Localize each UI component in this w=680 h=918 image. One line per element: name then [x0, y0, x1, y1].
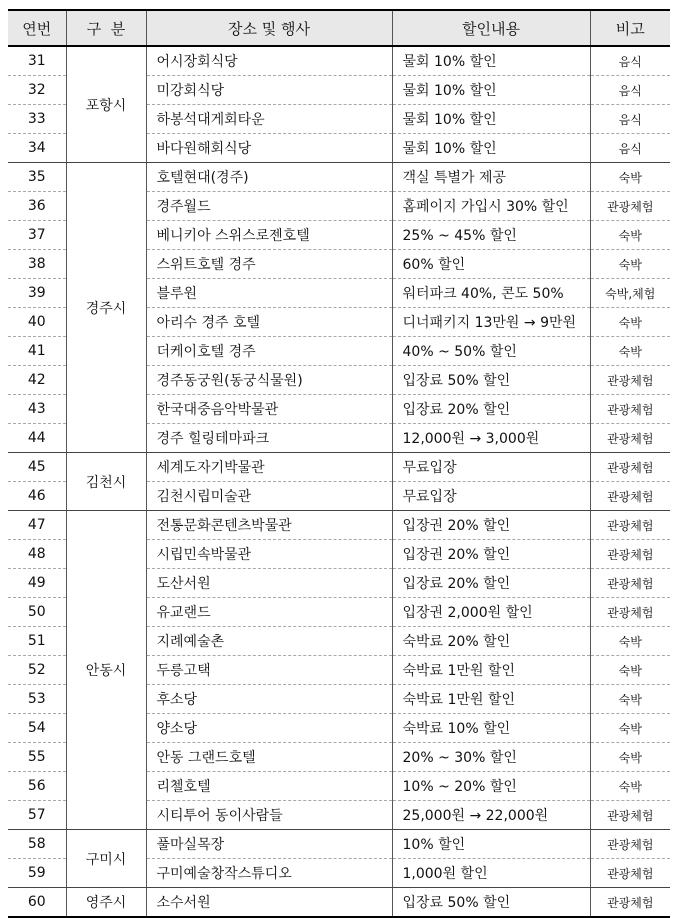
place-cell: 유교랜드: [146, 598, 392, 627]
table-row: [8, 453, 670, 482]
row-number: 52: [8, 656, 66, 685]
discount-table-container: [8, 9, 670, 918]
row-number: 35: [8, 163, 66, 192]
discount-cell: 60% 할인: [392, 250, 590, 279]
row-number: 48: [8, 540, 66, 569]
place-cell: 풀마실목장: [146, 830, 392, 859]
row-number: 54: [8, 714, 66, 743]
place-cell: 시티투어 동이사람들: [146, 801, 392, 830]
header-place: 장소 및 행사: [146, 10, 392, 46]
region-cell: 영주시: [66, 888, 146, 918]
region-cell: 구미시: [66, 830, 146, 888]
row-number: 57: [8, 801, 66, 830]
region-cell: 포항시: [66, 46, 146, 163]
table-row: [8, 46, 670, 76]
place-cell: 소수서원: [146, 888, 392, 918]
note-cell: 관광체험: [590, 801, 670, 830]
discount-cell: 10% 할인: [392, 830, 590, 859]
place-cell: 블루원: [146, 279, 392, 308]
discount-cell: 워터파크 40%, 콘도 50%: [392, 279, 590, 308]
place-cell: 전통문화콘텐츠박물관: [146, 511, 392, 540]
row-number: 39: [8, 279, 66, 308]
table-body: [8, 46, 670, 917]
discount-cell: 물회 10% 할인: [392, 76, 590, 105]
place-cell: 바다원해회식당: [146, 134, 392, 163]
discount-cell: 숙박료 10% 할인: [392, 714, 590, 743]
place-cell: 구미예술창작스튜디오: [146, 859, 392, 888]
table-row: [8, 888, 670, 918]
discount-cell: 숙박료 20% 할인: [392, 627, 590, 656]
note-cell: 숙박: [590, 772, 670, 801]
place-cell: 김천시립미술관: [146, 482, 392, 511]
header-no: 연번: [8, 10, 66, 46]
note-cell: 숙박: [590, 337, 670, 366]
place-cell: 아리수 경주 호텔: [146, 308, 392, 337]
note-cell: 관광체험: [590, 540, 670, 569]
note-cell: 관광체험: [590, 511, 670, 540]
note-cell: 숙박: [590, 250, 670, 279]
discount-cell: 12,000원 → 3,000원: [392, 424, 590, 453]
row-number: 34: [8, 134, 66, 163]
row-number: 40: [8, 308, 66, 337]
row-number: 46: [8, 482, 66, 511]
note-cell: 관광체험: [590, 424, 670, 453]
discount-cell: 1,000원 할인: [392, 859, 590, 888]
place-cell: 지례예술촌: [146, 627, 392, 656]
row-number: 49: [8, 569, 66, 598]
note-cell: 관광체험: [590, 830, 670, 859]
header-region: 구 분: [66, 10, 146, 46]
place-cell: 한국대중음악박물관: [146, 395, 392, 424]
row-number: 37: [8, 221, 66, 250]
discount-cell: 입장료 50% 할인: [392, 888, 590, 918]
row-number: 42: [8, 366, 66, 395]
row-number: 33: [8, 105, 66, 134]
place-cell: 후소당: [146, 685, 392, 714]
region-cell: 안동시: [66, 511, 146, 830]
discount-cell: 숙박료 1만원 할인: [392, 656, 590, 685]
note-cell: 관광체험: [590, 888, 670, 918]
row-number: 60: [8, 888, 66, 918]
discount-cell: 입장권 20% 할인: [392, 540, 590, 569]
header-note: 비고: [590, 10, 670, 46]
discount-cell: 25,000원 → 22,000원: [392, 801, 590, 830]
place-cell: 경주동궁원(동궁식물원): [146, 366, 392, 395]
discount-cell: 입장권 20% 할인: [392, 511, 590, 540]
note-cell: 관광체험: [590, 366, 670, 395]
row-number: 32: [8, 76, 66, 105]
discount-cell: 10% ~ 20% 할인: [392, 772, 590, 801]
row-number: 47: [8, 511, 66, 540]
discount-cell: 입장료 20% 할인: [392, 569, 590, 598]
discount-cell: 물회 10% 할인: [392, 134, 590, 163]
row-number: 53: [8, 685, 66, 714]
note-cell: 음식: [590, 76, 670, 105]
table-row: [8, 830, 670, 859]
discount-cell: 객실 특별가 제공: [392, 163, 590, 192]
row-number: 44: [8, 424, 66, 453]
row-number: 41: [8, 337, 66, 366]
note-cell: 숙박: [590, 685, 670, 714]
discount-cell: 입장료 50% 할인: [392, 366, 590, 395]
table-header-row: [8, 10, 670, 46]
note-cell: 관광체험: [590, 482, 670, 511]
place-cell: 안동 그랜드호텔: [146, 743, 392, 772]
note-cell: 숙박: [590, 308, 670, 337]
place-cell: 경주월드: [146, 192, 392, 221]
discount-cell: 숙박료 1만원 할인: [392, 685, 590, 714]
note-cell: 관광체험: [590, 598, 670, 627]
row-number: 58: [8, 830, 66, 859]
note-cell: 숙박: [590, 221, 670, 250]
note-cell: 음식: [590, 105, 670, 134]
region-cell: 경주시: [66, 163, 146, 453]
place-cell: 경주 힐링테마파크: [146, 424, 392, 453]
note-cell: 숙박: [590, 743, 670, 772]
row-number: 50: [8, 598, 66, 627]
note-cell: 관광체험: [590, 395, 670, 424]
note-cell: 관광체험: [590, 859, 670, 888]
place-cell: 호텔현대(경주): [146, 163, 392, 192]
place-cell: 도산서원: [146, 569, 392, 598]
place-cell: 리첼호텔: [146, 772, 392, 801]
place-cell: 두릉고택: [146, 656, 392, 685]
row-number: 31: [8, 46, 66, 76]
place-cell: 하봉석대게회타운: [146, 105, 392, 134]
note-cell: 숙박: [590, 163, 670, 192]
note-cell: 관광체험: [590, 192, 670, 221]
row-number: 36: [8, 192, 66, 221]
row-number: 56: [8, 772, 66, 801]
row-number: 55: [8, 743, 66, 772]
discount-cell: 입장권 2,000원 할인: [392, 598, 590, 627]
discount-cell: 25% ~ 45% 할인: [392, 221, 590, 250]
discount-cell: 무료입장: [392, 482, 590, 511]
note-cell: 숙박: [590, 656, 670, 685]
discount-table: [8, 9, 670, 918]
region-cell: 김천시: [66, 453, 146, 511]
row-number: 43: [8, 395, 66, 424]
note-cell: 숙박,체험: [590, 279, 670, 308]
discount-cell: 물회 10% 할인: [392, 46, 590, 76]
note-cell: 관광체험: [590, 569, 670, 598]
place-cell: 더케이호텔 경주: [146, 337, 392, 366]
place-cell: 시립민속박물관: [146, 540, 392, 569]
row-number: 38: [8, 250, 66, 279]
place-cell: 양소당: [146, 714, 392, 743]
place-cell: 베니키아 스위스로젠호텔: [146, 221, 392, 250]
discount-cell: 홈페이지 가입시 30% 할인: [392, 192, 590, 221]
note-cell: 관광체험: [590, 453, 670, 482]
row-number: 51: [8, 627, 66, 656]
note-cell: 숙박: [590, 714, 670, 743]
row-number: 59: [8, 859, 66, 888]
discount-cell: 40% ~ 50% 할인: [392, 337, 590, 366]
header-discount: 할인내용: [392, 10, 590, 46]
discount-cell: 20% ~ 30% 할인: [392, 743, 590, 772]
discount-cell: 무료입장: [392, 453, 590, 482]
row-number: 45: [8, 453, 66, 482]
table-row: [8, 511, 670, 540]
note-cell: 음식: [590, 46, 670, 76]
place-cell: 어시장회식당: [146, 46, 392, 76]
place-cell: 세계도자기박물관: [146, 453, 392, 482]
discount-cell: 물회 10% 할인: [392, 105, 590, 134]
discount-cell: 입장료 20% 할인: [392, 395, 590, 424]
place-cell: 미강회식당: [146, 76, 392, 105]
table-row: [8, 163, 670, 192]
place-cell: 스위트호텔 경주: [146, 250, 392, 279]
discount-cell: 디너패키지 13만원 → 9만원: [392, 308, 590, 337]
note-cell: 음식: [590, 134, 670, 163]
note-cell: 숙박: [590, 627, 670, 656]
